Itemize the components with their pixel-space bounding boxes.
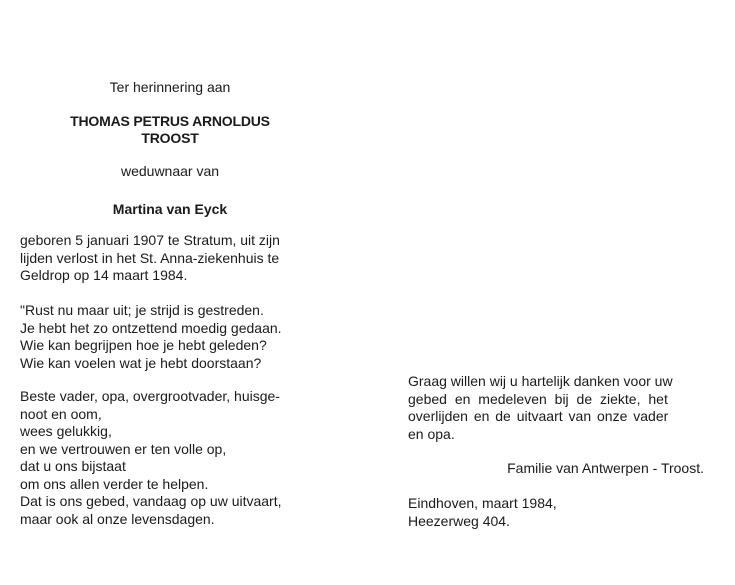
family-signature: Familie van Antwerpen - Troost. <box>507 460 704 476</box>
poem-line: Je hebt het zo ontzettend moedig gedaan. <box>20 319 282 336</box>
wish-line: en we vertrouwen er ten volle op, <box>20 440 227 457</box>
poem-line: Wie kan voelen wat je hebt doorstaan? <box>20 354 262 371</box>
wish-line: om ons allen verder te helpen. <box>20 475 209 492</box>
poem-line: Wie kan begrijpen hoe je hebt geleden? <box>20 337 267 353</box>
thanks-line: Graag willen wij u hartelijk danken voor uw <box>408 373 673 389</box>
place-line: Eindhoven, maart 1984, <box>408 495 557 511</box>
thanks-message <box>408 373 708 443</box>
spouse-name: Martina van Eyck <box>112 201 228 217</box>
farewell-wish <box>20 388 338 528</box>
wish-line: wees gelukkig, <box>20 423 112 439</box>
thanks-line: gebed en medeleven bij de ziekte, het <box>408 390 668 407</box>
bio-line: lijden verlost in het St. Anna-ziekenhuis te <box>20 249 280 266</box>
wish-line: noot en oom, <box>20 405 102 422</box>
left-panel <box>20 0 338 585</box>
bio-line: geboren 5 januari 1907 te Stratum, uit zijn <box>20 232 280 248</box>
wish-line: maar ook al onze levensdagen. <box>20 510 215 527</box>
poem-line: "Rust nu maar uit; je strijd is gestreden. <box>20 302 264 318</box>
thanks-line: en opa. <box>408 425 455 442</box>
wish-line: Dat is ons gebed, vandaag op uw uitvaart, <box>20 493 282 509</box>
deceased-name-line-1: THOMAS PETRUS ARNOLDUS <box>70 113 270 129</box>
deceased-name <box>20 113 320 147</box>
biography <box>20 232 338 285</box>
wish-line: Beste vader, opa, overgrootvader, huisge- <box>20 388 280 404</box>
poem <box>20 302 338 372</box>
address-line: Heezerweg 404. <box>408 512 510 529</box>
relation-text: weduwnaar van <box>120 163 220 179</box>
deceased-name-line-2: TROOST <box>141 130 199 146</box>
bio-line: Geldrop op 14 maart 1984. <box>20 267 188 283</box>
place-and-date <box>408 495 708 530</box>
intro-text: Ter herinnering aan <box>109 79 231 95</box>
wish-line: dat u ons bijstaat <box>20 458 126 474</box>
right-panel <box>408 0 708 585</box>
thanks-line: overlijden en de uitvaart van onze vader <box>408 408 669 424</box>
